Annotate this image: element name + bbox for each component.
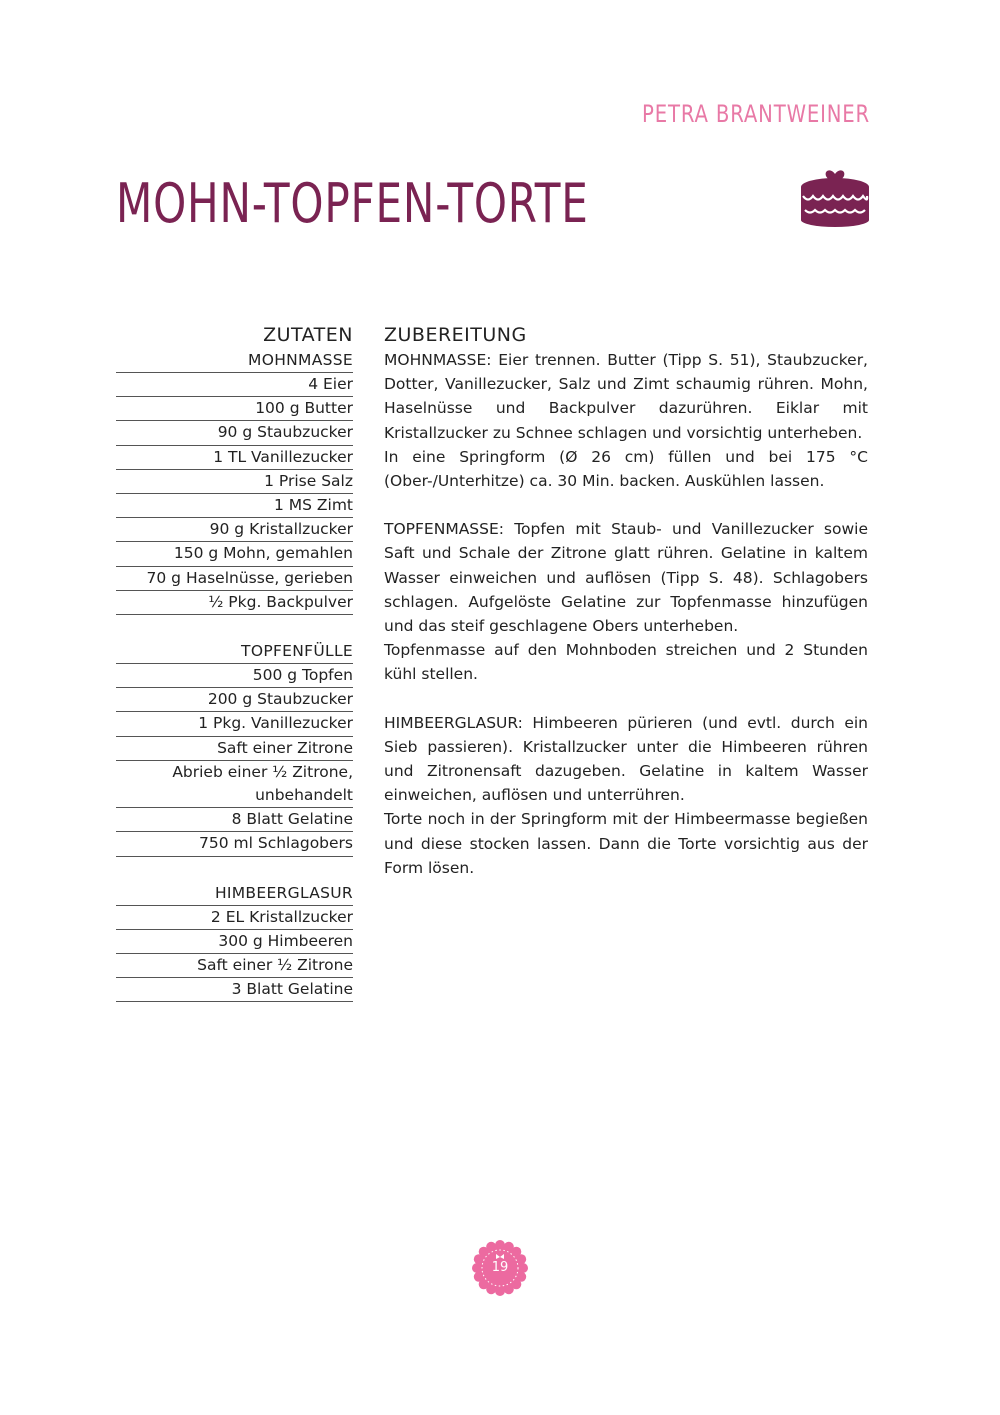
section-title: MOHNMASSE — [116, 348, 353, 373]
ingredient-item: 3 Blatt Gelatine — [116, 978, 353, 1002]
section-title: TOPFENFÜLLE — [116, 639, 353, 664]
ingredient-item: 1 Prise Salz — [116, 470, 353, 494]
ingredient-item: 70 g Haselnüsse, gerieben — [116, 567, 353, 591]
ingredient-item: 200 g Staubzucker — [116, 688, 353, 712]
preparation-paragraph: MOHNMASSE: Eier trennen. Butter (Tipp S. 51), Staubzucker, Dotter, Vanillezucker, Salz und Zimt schaumig rühren. Mohn, Haselnüsse und Backpulver dazurühren. Eiklar mit Kristallzucker zu Schnee schlagen und vorsichtig unterheben. — [384, 351, 868, 442]
ingredients-heading: ZUTATEN — [263, 324, 353, 346]
ingredients-column — [116, 322, 353, 1002]
ingredient-section-topfenfuelle — [116, 639, 353, 857]
preparation-heading: ZUBEREITUNG — [384, 324, 527, 346]
ingredient-item: 750 ml Schlagobers — [116, 832, 353, 856]
page-title: MOHN-TOPFEN-TORTE — [116, 172, 589, 235]
ingredient-item: 2 EL Kristallzucker — [116, 906, 353, 930]
ingredient-item: 300 g Himbeeren — [116, 930, 353, 954]
ingredient-item: 90 g Staubzucker — [116, 421, 353, 445]
page-number: 19 — [491, 1260, 509, 1275]
ingredient-item: 1 MS Zimt — [116, 494, 353, 518]
cake-icon — [798, 160, 872, 228]
ingredient-item: Saft einer ½ Zitrone — [116, 954, 353, 978]
preparation-paragraph: Torte noch in der Springform mit der Himbeermasse begießen und diese stocken lassen. Dann die Torte vorsichtig aus der Form lösen. — [384, 810, 868, 877]
ingredient-item: 90 g Kristallzucker — [116, 518, 353, 542]
ingredient-item: 500 g Topfen — [116, 664, 353, 688]
ingredient-item: Abrieb einer ½ Zitrone, unbehandelt — [116, 761, 353, 808]
author-name: PETRA BRANTWEINER — [642, 100, 870, 128]
ingredient-item: Saft einer Zitrone — [116, 737, 353, 761]
ingredient-item: 4 Eier — [116, 373, 353, 397]
ingredient-item: 1 TL Vanillezucker — [116, 446, 353, 470]
preparation-paragraph: In eine Springform (Ø 26 cm) füllen und bei 175 °C (Ober-/Unterhitze) ca. 30 Min. backen. Auskühlen lassen. — [384, 447, 868, 491]
preparation-paragraph: TOPFENMASSE: Topfen mit Staub- und Vanillezucker sowie Saft und Schale der Zitrone glatt rühren. Gelatine in kaltem Wasser einweichen und auflösen (Tipp S. 48). Schlagobers schlagen. Aufgelöste Gelatine zur Topfenmasse hinzufügen und das steif geschlagene Obers unterheben. — [384, 520, 868, 636]
ingredient-item: 100 g Butter — [116, 397, 353, 421]
ingredient-section-mohnmasse — [116, 348, 353, 615]
ingredient-item: 8 Blatt Gelatine — [116, 808, 353, 832]
ingredient-item: 1 Pkg. Vanillezucker — [116, 712, 353, 736]
preparation-paragraph: HIMBEERGLASUR: Himbeeren pürieren (und evtl. durch ein Sieb passieren). Kristallzucker unter die Himbeeren rühren und Zitronensaft dazugeben. Gelatine in kaltem Wasser einweichen, auflösen und unterrühren. — [384, 713, 868, 805]
preparation-paragraph: Topfenmasse auf den Mohnboden streichen und 2 Stunden kühl stellen. — [384, 641, 868, 684]
section-title: HIMBEERGLASUR — [116, 881, 353, 906]
ingredient-item: ½ Pkg. Backpulver — [116, 591, 353, 615]
ingredient-section-himbeerglasur — [116, 881, 353, 1003]
preparation-column — [384, 322, 868, 880]
ingredient-item: 150 g Mohn, gemahlen — [116, 542, 353, 566]
